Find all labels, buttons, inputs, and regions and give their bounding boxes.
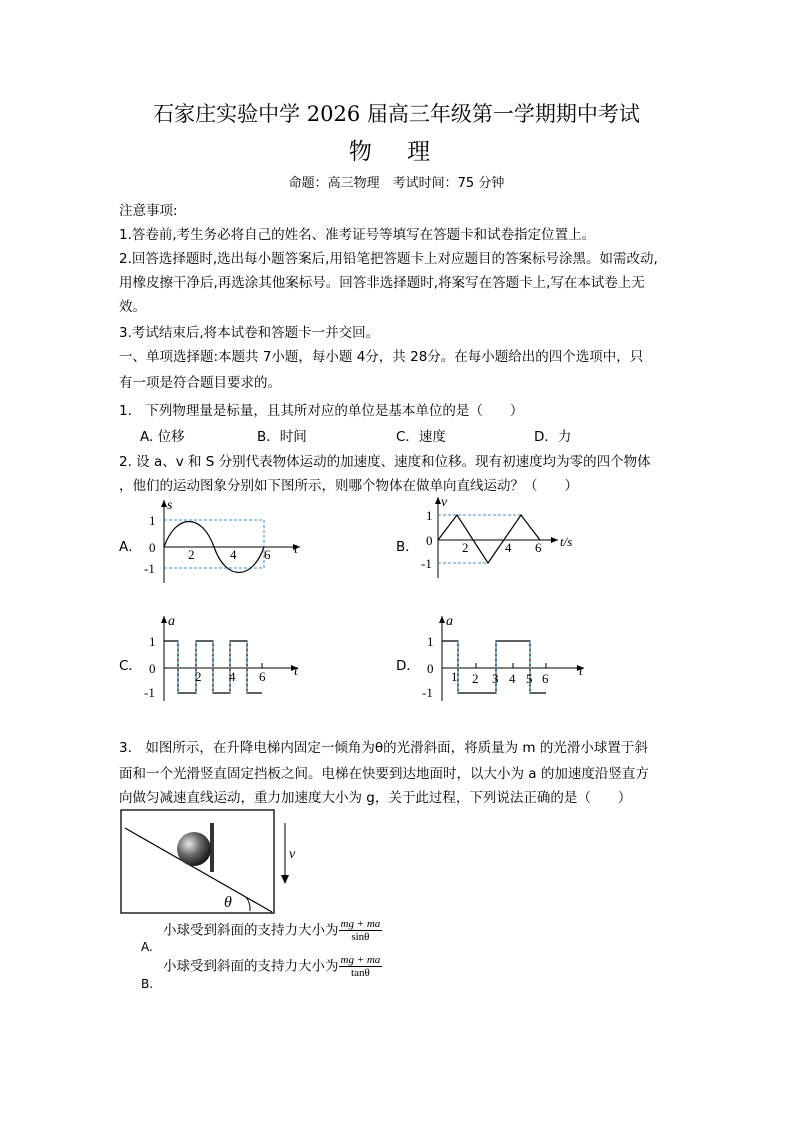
- fraction: $\frac{mg + ma}{\tan\theta}$: [340, 954, 381, 979]
- q1-option-b: B．时间: [257, 429, 307, 445]
- exam-title: 石家庄实验中学 2026 届高三年级第一学期期中考试: [153, 102, 640, 126]
- graph-d-tick-y1: 1: [427, 634, 434, 649]
- graph-d-label: D．: [396, 658, 420, 674]
- graph-c-tick-x2: 2: [195, 669, 202, 684]
- subject-title: 物 理: [348, 139, 445, 165]
- graph-d-tick-x3: 3: [492, 671, 499, 686]
- graph-b-xlabel: t/s: [560, 534, 573, 549]
- graph-b-tick-x6: 6: [535, 540, 542, 555]
- graph-a-ylabel: s: [167, 498, 173, 513]
- elevator-figure: [118, 808, 303, 916]
- graph-c-tick-ym1: -1: [144, 685, 155, 700]
- graph-b-label: B．: [396, 539, 419, 555]
- q2-stem-2: ，他们的运动图象分别如下图所示，则哪个物体在做单向直线运动？（ ）: [119, 478, 578, 494]
- graph-b-ylabel: v: [441, 495, 448, 510]
- graph-c-tick-x6: 6: [259, 669, 266, 684]
- graph-b-tick-y1: 1: [426, 508, 433, 523]
- section1-line1: 一、单项选择题:本题共 7小题，每小题 4分，共 28分。在每小题给出的四个选项中，只: [119, 349, 644, 365]
- graph-d-tick-x4: 4: [509, 671, 516, 686]
- velocity-label: v: [289, 847, 296, 862]
- q3-option-a-text: 小球受到斜面的支持力大小为: [163, 922, 339, 939]
- q1-option-d: D．力: [534, 429, 572, 445]
- q3-option-b-text: 小球受到斜面的支持力大小为: [163, 958, 339, 975]
- graph-a-tick-ym1: -1: [144, 561, 155, 576]
- note-2c: 效。: [119, 299, 146, 315]
- graph-a-label: A．: [119, 539, 142, 555]
- graph-d-ylabel: a: [446, 614, 453, 629]
- graph-d-tick-y0: 0: [427, 661, 434, 676]
- graph-c: [140, 613, 310, 703]
- arrow-down-icon: [281, 875, 289, 884]
- graph-a: [140, 495, 320, 585]
- q3-stem-2: 面和一个光滑竖直固定挡板之间。电梯在快要到达地面时，以大小为 a 的加速度沿竖直方: [119, 766, 649, 782]
- notes-heading: 注意事项:: [119, 203, 178, 219]
- graph-c-tick-y0: 0: [149, 661, 156, 676]
- graph-a-xlabel: t: [294, 542, 298, 557]
- graph-d-tick-x1: 1: [451, 669, 458, 684]
- graph-d-tick-x5: 5: [526, 671, 533, 686]
- graph-c-ylabel: a: [168, 614, 175, 629]
- graph-d: [418, 613, 593, 703]
- graph-a-tick-x4: 4: [230, 547, 237, 562]
- note-2a: 2.回答选择题时,选出每小题答案后,用铅笔把答题卡上对应题目的答案标号涂黑。如需改动,: [119, 251, 658, 267]
- graph-b-tick-x4: 4: [505, 540, 512, 555]
- graph-d-xlabel: t: [579, 664, 583, 679]
- note-2b: 用橡皮擦干净后,再选涂其他案标号。回答非选择题时,将案写在答题卡上,写在本试卷上无: [119, 275, 645, 291]
- note-1: 1.答卷前,考生务必将自己的姓名、准考证号等填写在答题卡和试卷指定位置上。: [119, 227, 596, 243]
- q2-stem-1: 2. 设 a、v 和 S 分别代表物体运动的加速度、速度和位移。现有初速度均为零的四个物体: [119, 454, 651, 470]
- graph-b-tick-ym1: -1: [421, 556, 432, 571]
- ball: [177, 832, 211, 866]
- graph-b-tick-y0: 0: [426, 533, 433, 548]
- q3-option-a-label: A.: [141, 940, 153, 954]
- q3-option-b-label: B.: [141, 977, 154, 991]
- graph-b-tick-x2: 2: [462, 540, 469, 555]
- graph-b: [418, 494, 593, 579]
- section1-line2: 有一项是符合题目要求的。: [119, 375, 281, 391]
- graph-d-tick-x2: 2: [472, 671, 479, 686]
- note-3: 3.考试结束后,将本试卷和答题卡一并交回。: [119, 325, 380, 341]
- graph-c-xlabel: t: [294, 664, 298, 679]
- graph-a-tick-y1: 1: [149, 513, 156, 528]
- q1-option-a: A. 位移: [140, 429, 185, 445]
- graph-a-tick-x2: 2: [188, 547, 195, 562]
- q3-option-b: [163, 954, 382, 979]
- q3-stem-1: 3. 如图所示，在升降电梯内固定一倾角为θ的光滑斜面，将质量为 m 的光滑小球置于斜: [119, 740, 648, 756]
- graph-c-label: C．: [119, 658, 142, 674]
- graph-a-tick-x6: 6: [264, 547, 271, 562]
- q3-stem-3: 向做匀减速直线运动，重力加速度大小为 g，关于此过程，下列说法正确的是（ ）: [119, 790, 632, 806]
- q3-option-a: [163, 918, 382, 943]
- theta-label: θ: [224, 894, 232, 911]
- graph-c-tick-y1: 1: [149, 634, 156, 649]
- graph-a-tick-y0: 0: [149, 540, 156, 555]
- exam-meta: 命题：高三物理 考试时间：75 分钟: [288, 176, 505, 191]
- fraction: $\frac{mg + ma}{\sin\theta}$: [340, 918, 381, 943]
- graph-d-tick-ym1: -1: [422, 685, 433, 700]
- q1-option-c: C．速度: [396, 429, 446, 445]
- graph-d-tick-x6: 6: [542, 671, 549, 686]
- graph-c-tick-x4: 4: [229, 669, 236, 684]
- q1-stem: 1. 下列物理量是标量，且其所对应的单位是基本单位的是（ ）: [119, 403, 524, 419]
